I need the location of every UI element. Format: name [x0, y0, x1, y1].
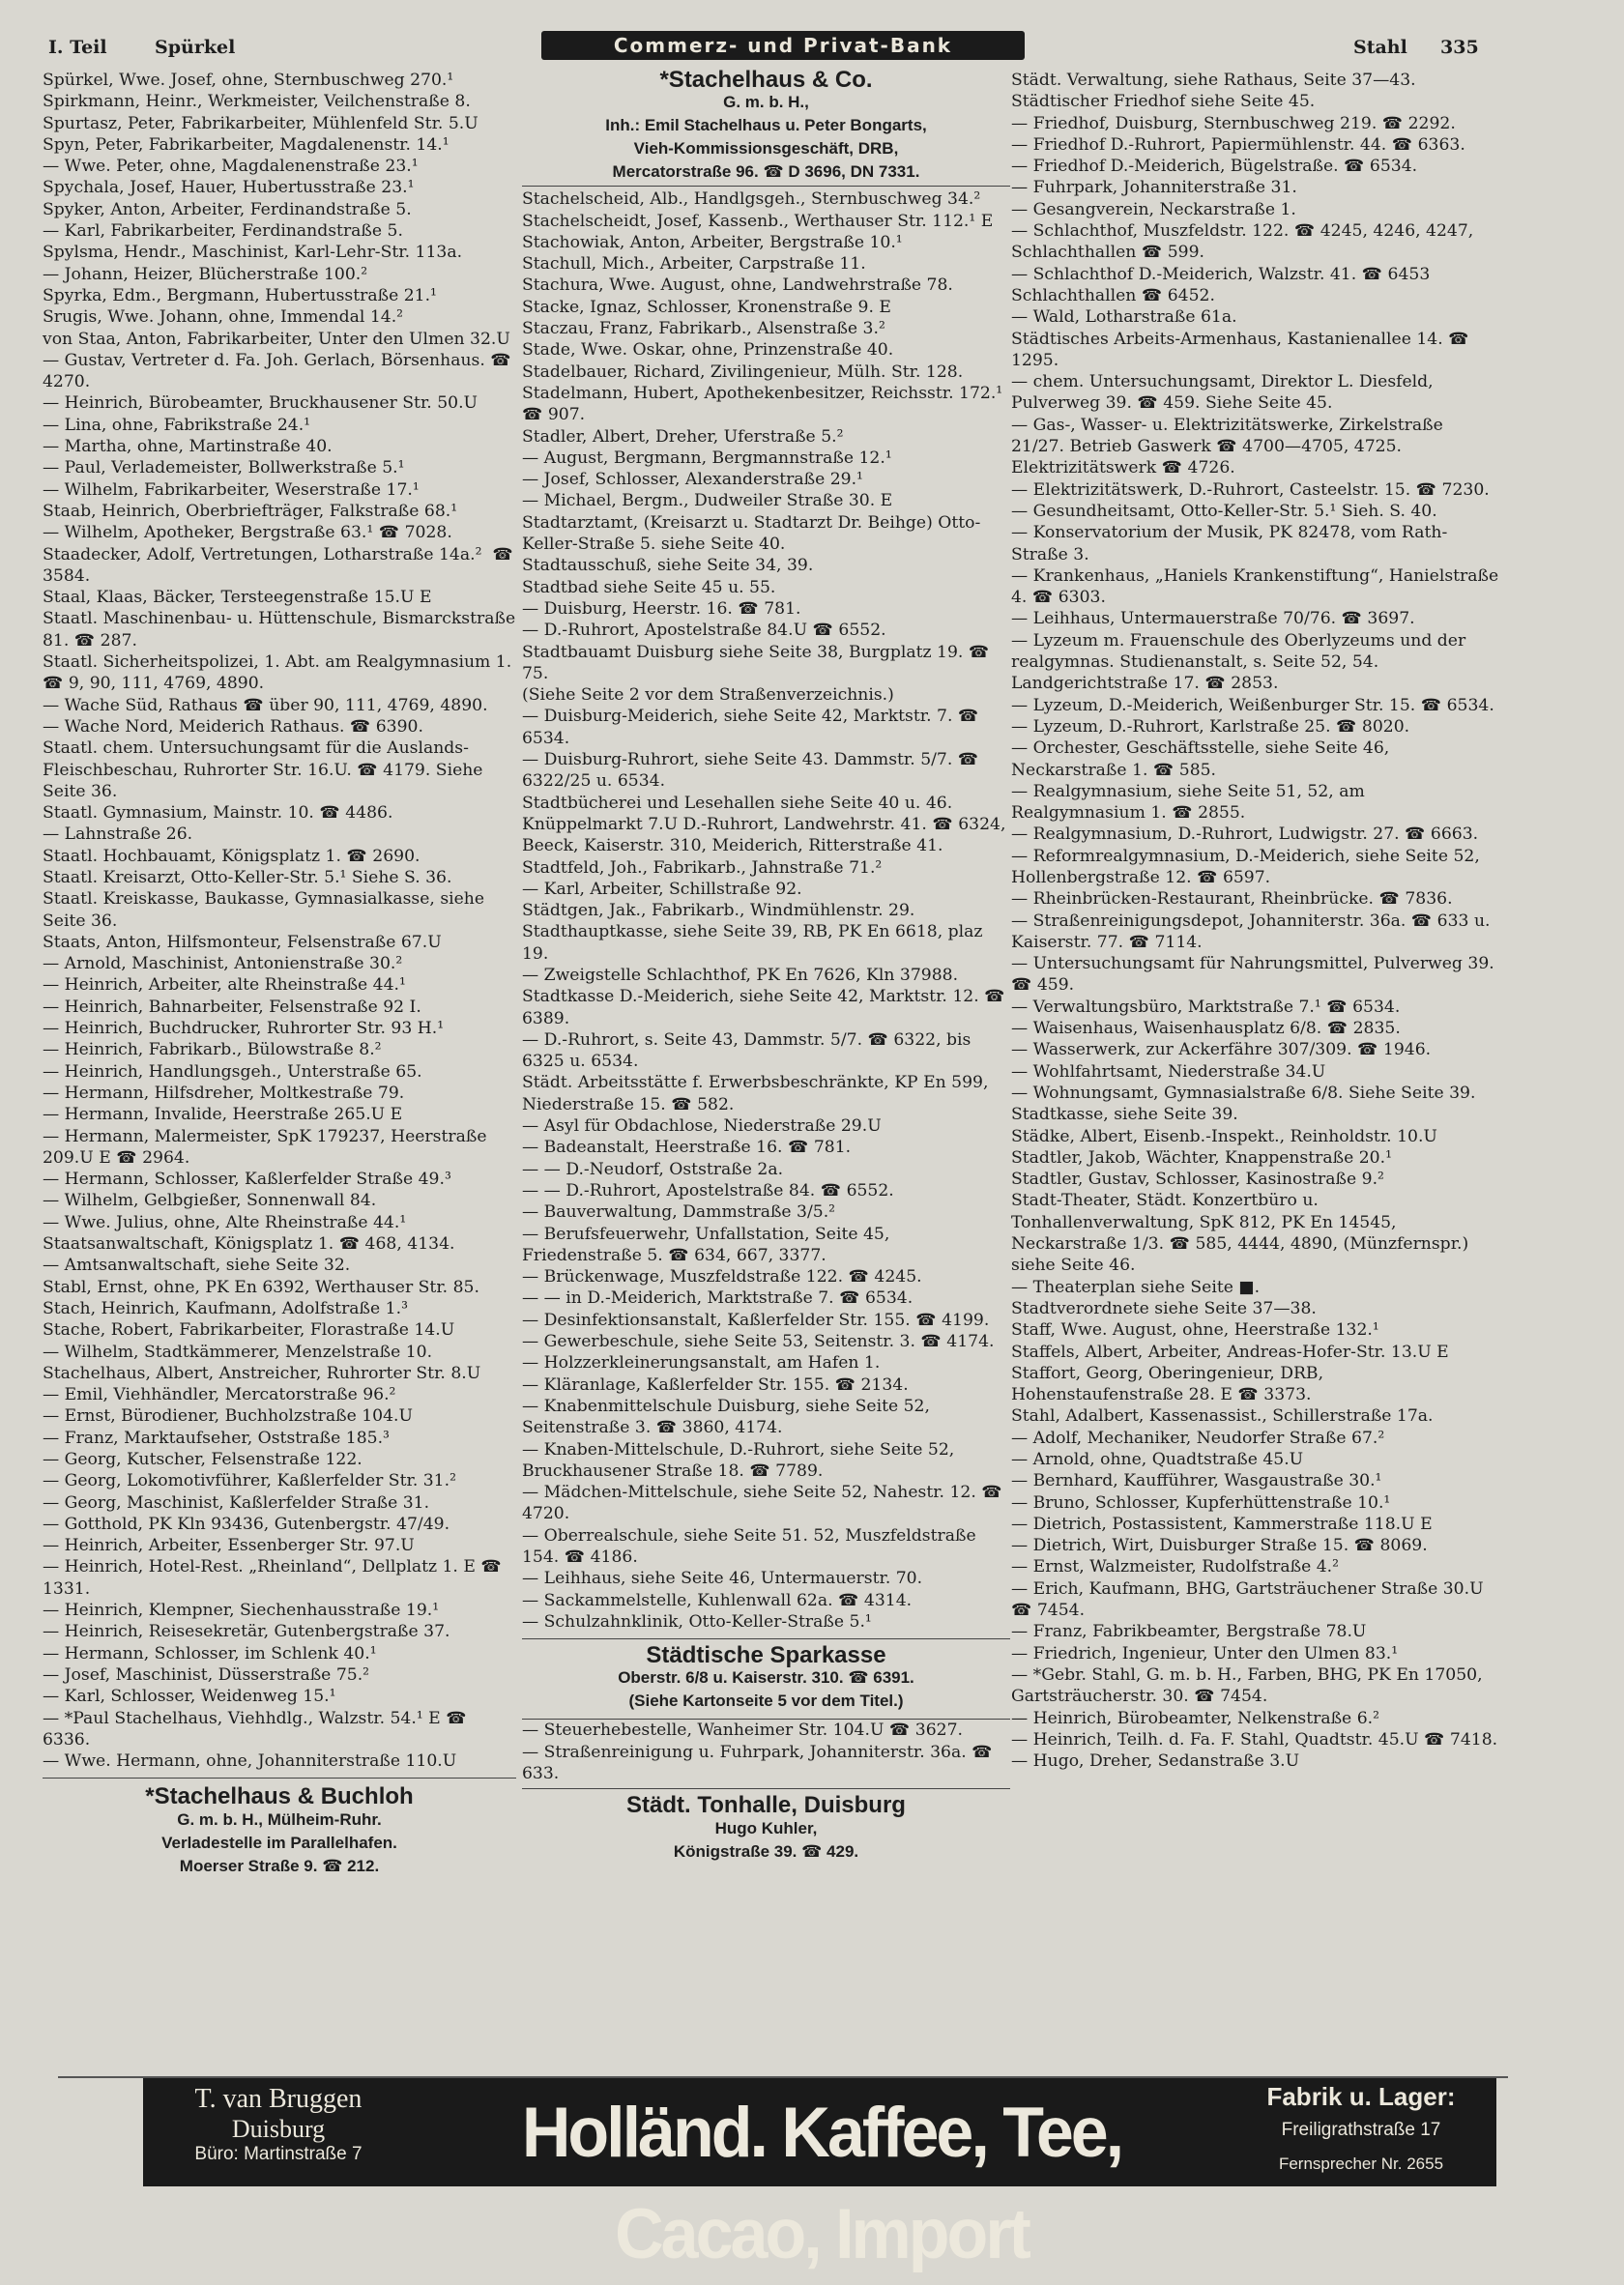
directory-entry: — Straßenreinigungsdepot, Johanniterstr. 36a. ☎ 633 u. Kaiserstr. 77. ☎ 7114.: [1011, 911, 1495, 952]
directory-entry: (Siehe Seite 2 vor dem Straßenverzeichnis.): [522, 685, 894, 706]
directory-entry: Staatl. Kreisarzt, Otto-Keller-Str. 5.¹ Siehe S. 36.: [43, 867, 452, 887]
directory-entry: — Lina, ohne, Fabrikstraße 24.¹: [43, 415, 311, 435]
directory-entry: — Lyzeum, D.-Ruhrort, Karlstraße 25. ☎ 8020.: [1011, 716, 1410, 737]
directory-entry: — Georg, Lokomotivführer, Kaßlerfelder Str. 31.²: [43, 1471, 456, 1491]
directory-entry: — Wache Nord, Meiderich Rathaus. ☎ 6390.: [43, 716, 423, 737]
directory-entry: Spyrka, Edm., Bergmann, Hubertusstraße 21.¹: [43, 285, 437, 305]
directory-entry: Stadtkasse D.-Meiderich, siehe Seite 42, Marktstr. 12. ☎ 6389.: [522, 987, 1011, 1028]
column-3: [1011, 70, 1504, 1772]
directory-entry: Spylsma, Hendr., Maschinist, Karl-Lehr-Str. 113a.: [43, 243, 463, 263]
directory-entry: Stachelscheid, Alb., Handlgsgeh., Sternbuschweg 34.²: [522, 189, 981, 210]
directory-entry: — Hermann, Hilfsdreher, Moltkestraße 79.: [43, 1083, 405, 1103]
directory-entry: — Brückenwage, Muszfeldstraße 122. ☎ 4245.: [522, 1267, 922, 1287]
directory-entry: — — in D.-Meiderich, Marktstraße 7. ☎ 6534.: [522, 1288, 914, 1309]
directory-entry: Stacke, Ignaz, Schlosser, Kronenstraße 9. E: [522, 297, 891, 317]
directory-entry: — Michael, Bergm., Dudweiler Straße 30. E: [522, 491, 893, 511]
directory-entry: — Hugo, Dreher, Sedanstraße 3.U: [1011, 1751, 1300, 1772]
directory-entry: — Wohnungsamt, Gymnasialstraße 6/8. Siehe Seite 39.: [1011, 1083, 1476, 1103]
directory-entry: Stachelhaus, Albert, Anstreicher, Ruhrorter Str. 8.U: [43, 1363, 481, 1383]
directory-entry: — Verwaltungsbüro, Marktstraße 7.¹ ☎ 6534.: [1011, 997, 1401, 1017]
directory-entry: — Hermann, Schlosser, im Schlenk 40.¹: [43, 1643, 377, 1663]
advert-office: Büro: Martinstraße 7: [194, 2144, 362, 2164]
directory-entry: — Leihhaus, siehe Seite 46, Untermauerstr. 70.: [522, 1569, 923, 1589]
page-header: [39, 29, 1489, 64]
directory-entry: — Wwe. Peter, ohne, Magdalenenstraße 23.¹: [43, 157, 419, 177]
directory-entry: — Orchester, Geschäftsstelle, siehe Seite 46, Neckarstraße 1. ☎ 585.: [1011, 738, 1395, 780]
directory-entry: — Elektrizitätswerk, D.-Ruhrort, Casteelstr. 15. ☎ 7230.: [1011, 479, 1490, 500]
directory-entry: Stachura, Wwe. August, ohne, Landwehrstraße 78.: [522, 275, 953, 296]
directory-entry: Spürkel, Wwe. Josef, ohne, Sternbuschweg 270.¹: [43, 71, 454, 90]
directory-entry: — Heinrich, Handlungsgeh., Unterstraße 65.: [43, 1061, 422, 1082]
directory-entry: — Gas-, Wasser- u. Elektrizitätswerke, Zirkelstraße 21/27. Betrieb Gaswerk ☎ 4700—4705, 4725. Elektrizitätswerk ☎ 4726.: [1011, 415, 1449, 478]
directory-entry: — Heinrich, Reisesekretär, Gutenbergstraße 37.: [43, 1622, 450, 1642]
advert-van-bruggen: [143, 2078, 1496, 2273]
directory-entry: — Duisburg-Meiderich, siehe Seite 42, Marktstr. 7. ☎ 6534.: [522, 707, 984, 748]
directory-entry: — Steuerhebestelle, Wanheimer Str. 104.U ☎ 3627.: [522, 1721, 963, 1741]
directory-entry: — Adolf, Mechaniker, Neudorfer Straße 67.²: [1011, 1428, 1385, 1448]
directory-entry: — Schlachthof, Muszfeldstr. 122. ☎ 4245, 4246, 4247, Schlachthallen ☎ 599.: [1011, 221, 1479, 263]
advert-address: Freiligrathstraße 17: [1281, 2120, 1441, 2140]
directory-entry: — Berufsfeuerwehr, Unfallstation, Seite 45, Friedenstraße 5. ☎ 634, 667, 3377.: [522, 1224, 895, 1265]
column-3-entries: [1011, 70, 1504, 1772]
directory-entry: — Straßenreinigung u. Fuhrpark, Johanniterstr. 36a. ☎ 633.: [522, 1742, 999, 1784]
directory-entry: — Arnold, Maschinist, Antonienstraße 30.²: [43, 954, 403, 974]
directory-entry: — Gesangverein, Neckarstraße 1.: [1011, 199, 1296, 219]
directory-entry: — Oberrealschule, siehe Seite 51. 52, Muszfeldstraße 154. ☎ 4186.: [522, 1525, 982, 1567]
directory-entry: Stahl, Adalbert, Kassenassist., Schillerstraße 17a.: [1011, 1406, 1434, 1427]
header-first-word: Spürkel: [155, 37, 236, 58]
directory-entry: — Wilhelm, Gelbgießer, Sonnenwall 84.: [43, 1191, 377, 1211]
directory-entry: Staatl. Kreiskasse, Baukasse, Gymnasialkasse, siehe Seite 36.: [43, 889, 490, 931]
advert-city: Duisburg: [231, 2115, 326, 2143]
directory-entry: — Heinrich, Arbeiter, Essenberger Str. 97.U: [43, 1536, 415, 1556]
directory-entry: Stadtler, Jakob, Wächter, Knappenstraße 20.¹: [1011, 1147, 1392, 1168]
advert-title: Städtische Sparkasse: [646, 1642, 886, 1669]
directory-entry: Stadthauptkasse, siehe Seite 39, RB, PK En 6618, plaz 19.: [522, 922, 988, 964]
advert-line: Königstraße 39. ☎ 429.: [673, 1841, 859, 1861]
advert-line: Hugo Kuhler,: [714, 1818, 818, 1837]
directory-entry: — Waisenhaus, Waisenhausplatz 6/8. ☎ 2835.: [1011, 1019, 1401, 1039]
advert-line: Verladestelle im Parallelhafen.: [161, 1833, 397, 1852]
advert-line: Oberstr. 6/8 u. Kaiserstr. 310. ☎ 6391.: [618, 1668, 914, 1688]
directory-entry: — Heinrich, Buchdrucker, Ruhrorter Str. 93 H.¹: [43, 1019, 445, 1039]
directory-entry: — Schulzahnklinik, Otto-Keller-Straße 5.¹: [522, 1611, 872, 1632]
directory-entry: Staff, Wwe. August, ohne, Heerstraße 132.¹: [1011, 1320, 1379, 1341]
directory-entry: Stadtfeld, Joh., Fabrikarb., Jahnstraße 71.²: [522, 857, 883, 878]
directory-entry: — Wohlfahrtsamt, Niederstraße 34.U: [1011, 1061, 1326, 1082]
directory-entry: — Friedhof, Duisburg, Sternbuschweg 219. ☎ 2292.: [1011, 113, 1456, 133]
column-divider: [43, 1778, 516, 1779]
directory-entry: — Realgymnasium, siehe Seite 51, 52, am Realgymnasium 1. ☎ 2855.: [1011, 781, 1371, 824]
directory-entry: — Rheinbrücken-Restaurant, Rheinbrücke. ☎ 7836.: [1011, 889, 1453, 910]
directory-entry: — Friedhof D.-Meiderich, Bügelstraße. ☎ 6534.: [1011, 157, 1418, 177]
directory-entry: — Dietrich, Wirt, Duisburger Straße 15. ☎ 8069.: [1011, 1536, 1428, 1556]
directory-entry: — Franz, Marktaufseher, Oststraße 185.³: [43, 1428, 390, 1448]
directory-entry: — Bauverwaltung, Dammstraße 3/5.²: [522, 1202, 836, 1223]
directory-entry: Stadtler, Gustav, Schlosser, Kasinostraße 9.²: [1011, 1170, 1384, 1190]
directory-entry: — Georg, Kutscher, Felsenstraße 122.: [43, 1450, 362, 1469]
directory-entry: — Zweigstelle Schlachthof, PK En 7626, Kln 37988.: [522, 965, 959, 985]
directory-entry: Städtgen, Jak., Fabrikarb., Windmühlenstr. 29.: [522, 901, 915, 921]
directory-entry: — Ernst, Walzmeister, Rudolfstraße 4.²: [1011, 1557, 1340, 1577]
column-2: [522, 67, 1011, 1864]
directory-entry: — Knaben-Mittelschule, D.-Ruhrort, siehe Seite 52, Bruckhausener Straße 18. ☎ 7789.: [522, 1439, 960, 1481]
directory-entry: Staczau, Franz, Fabrikarb., Alsenstraße 3.²: [522, 319, 885, 339]
directory-entry: Staatl. chem. Untersuchungsamt für die Auslands-Fleischbeschau, Ruhrorter Str. 16.U. ☎ 4179. Siehe Seite 36.: [43, 738, 488, 801]
directory-entry: — Wilhelm, Stadtkämmerer, Menzelstraße 10.: [43, 1342, 433, 1362]
advert-title: *Stachelhaus & Buchloh: [145, 1783, 414, 1810]
directory-entry: — Schlachthof D.-Meiderich, Walzstr. 41. ☎ 6453 Schlachthallen ☎ 6452.: [1011, 264, 1436, 305]
directory-entry: — Ernst, Bürodiener, Buchholzstraße 104.U: [43, 1406, 413, 1427]
directory-entry: — Fuhrpark, Johanniterstraße 31.: [1011, 178, 1297, 198]
directory-entry: — D.-Ruhrort, Apostelstraße 84.U ☎ 6552.: [522, 621, 886, 641]
directory-entry: Städtisches Arbeits-Armenhaus, Kastanienallee 14. ☎ 1295.: [1011, 329, 1475, 370]
header-last-word: Stahl: [1353, 37, 1407, 58]
directory-entry: Stadelbauer, Richard, Zivilingenieur, Mülh. Str. 128.: [522, 362, 964, 382]
directory-entry: — chem. Untersuchungsamt, Direktor L. Diesfeld, Pulverweg 39. ☎ 459. Siehe Seite 45.: [1011, 372, 1439, 414]
directory-entry: — Georg, Maschinist, Kaßlerfelder Straße 31.: [43, 1492, 430, 1513]
directory-entry: — Karl, Fabrikarbeiter, Ferdinandstraße 5.: [43, 221, 403, 242]
column-2-entries: [522, 188, 1010, 1633]
directory-entry: — Asyl für Obdachlose, Niederstraße 29.U: [522, 1116, 882, 1137]
page-number: 335: [1440, 37, 1479, 58]
directory-entry: — Gesundheitsamt, Otto-Keller-Str. 5.¹ Sieh. S. 40.: [1011, 501, 1437, 521]
directory-entry: — D.-Ruhrort, s. Seite 43, Dammstr. 5/7. ☎ 6322, bis 6325 u. 6534.: [522, 1029, 976, 1072]
directory-entry: Spychala, Josef, Hauer, Hubertusstraße 23.¹: [43, 178, 415, 198]
directory-entry: — Friedrich, Ingenieur, Unter den Ulmen 83.¹: [1011, 1643, 1399, 1663]
directory-entry: — Heinrich, Bürobeamter, Nelkenstraße 6.²: [1011, 1708, 1379, 1728]
advert-title: Städt. Tonhalle, Duisburg: [626, 1792, 906, 1819]
directory-entry: — *Gebr. Stahl, G. m. b. H., Farben, BHG, PK En 17050, Gartsträucherstr. 30. ☎ 7454.: [1011, 1664, 1489, 1707]
directory-entry: Stadtarztamt, (Kreisarzt u. Stadtarzt Dr. Beihge) Otto-Keller-Straße 5. siehe Seite 40.: [522, 512, 981, 555]
directory-entry: Staatl. Sicherheitspolizei, 1. Abt. am Realgymnasium 1. ☎ 9, 90, 111, 4769, 4890.: [43, 652, 517, 694]
directory-entry: Stadtkasse, siehe Seite 39.: [1011, 1105, 1238, 1125]
advert-right: [1235, 2082, 1487, 2174]
directory-entry: — Friedhof D.-Ruhrort, Papiermühlenstr. 44. ☎ 6363.: [1011, 134, 1465, 155]
directory-entry: Stachowiak, Anton, Arbeiter, Bergstraße 10.¹: [522, 232, 903, 252]
column-2-entries-lower: [522, 1720, 1010, 1784]
directory-entry: Staal, Klaas, Bäcker, Tersteegenstraße 15.U E: [43, 588, 432, 608]
directory-entry: — Sackammelstelle, Kuhlenwall 62a. ☎ 4314.: [522, 1590, 913, 1610]
directory-entry: Städt. Arbeitsstätte f. Erwerbsbeschränkte, KP En 599, Niederstraße 15. ☎ 582.: [522, 1073, 994, 1114]
directory-entry: — Leihhaus, Untermauerstraße 70/76. ☎ 3697.: [1011, 609, 1415, 629]
advert-tonhalle: [522, 1792, 1010, 1863]
directory-entry: Städtischer Friedhof siehe Seite 45.: [1011, 92, 1316, 112]
directory-entry: — Wache Süd, Rathaus ☎ über 90, 111, 4769, 4890.: [43, 695, 488, 715]
advert-line: G. m. b. H.,: [723, 93, 809, 112]
directory-entry: Stade, Wwe. Oskar, ohne, Prinzenstraße 40.: [522, 340, 894, 361]
directory-entry: Stadtbauamt Duisburg siehe Seite 38, Burgplatz 19. ☎ 75.: [522, 642, 995, 683]
directory-entry: Stache, Robert, Fabrikarbeiter, Florastraße 14.U: [43, 1320, 455, 1341]
directory-entry: von Staa, Anton, Fabrikarbeiter, Unter den Ulmen 32.U: [43, 329, 510, 349]
directory-entry: Staatl. Hochbauamt, Königsplatz 1. ☎ 2690.: [43, 846, 420, 866]
directory-entry: Stadelmann, Hubert, Apothekenbesitzer, Reichsstr. 172.¹ ☎ 907.: [522, 383, 1008, 425]
advert-line: G. m. b. H., Mülheim-Ruhr.: [177, 1809, 382, 1829]
column-divider: [522, 1638, 1010, 1639]
advert-phone: Fernsprecher Nr. 2655: [1278, 2155, 1444, 2173]
directory-entry: — Wwe. Julius, ohne, Alte Rheinstraße 44.¹: [43, 1212, 407, 1232]
directory-entry: Stachull, Mich., Arbeiter, Carpstraße 11.: [522, 254, 866, 275]
directory-entry: — — D.-Ruhrort, Apostelstraße 84. ☎ 6552.: [522, 1180, 894, 1200]
advert-line: (Siehe Kartonseite 5 vor dem Titel.): [628, 1692, 904, 1711]
directory-entry: — Franz, Fabrikbeamter, Bergstraße 78.U: [1011, 1622, 1367, 1642]
directory-entry: — Hermann, Invalide, Heerstraße 265.U E: [43, 1105, 403, 1125]
directory-entry: — Lyzeum, D.-Meiderich, Weißenburger Str. 15. ☎ 6534.: [1011, 695, 1494, 715]
directory-entry: — Duisburg-Ruhrort, siehe Seite 43. Dammstr. 5/7. ☎ 6322/25 u. 6534.: [522, 750, 984, 792]
directory-entry: — Untersuchungsamt für Nahrungsmittel, Pulverweg 39. ☎ 459.: [1011, 954, 1500, 996]
directory-entry: — Kläranlage, Kaßlerfelder Str. 155. ☎ 2134.: [522, 1374, 909, 1395]
directory-entry: Stadtbücherei und Lesehallen siehe Seite 40 u. 46. Knüppelmarkt 7.U D.-Ruhrort, Landwehrstr. 41. ☎ 6324, Beeck, Kaiserstr. 310, Meiderich, Ritterstraße 41.: [522, 793, 1011, 856]
directory-entry: — Lyzeum m. Frauenschule des Oberlyzeums und der realgymnas. Studienanstalt, s. Seite 52, 54. Landgerichtstraße 17. ☎ 2853.: [1011, 630, 1471, 694]
directory-entry: — Josef, Schlosser, Alexanderstraße 29.¹: [522, 470, 863, 490]
directory-entry: Stabl, Ernst, ohne, PK En 6392, Werthauser Str. 85.: [43, 1277, 479, 1297]
directory-entry: — Wwe. Hermann, ohne, Johanniterstraße 110.U: [43, 1751, 457, 1772]
directory-entry: Stach, Heinrich, Kaufmann, Adolfstraße 1.³: [43, 1298, 408, 1318]
directory-entry: — Desinfektionsanstalt, Kaßlerfelder Str. 155. ☎ 4199.: [522, 1310, 990, 1330]
directory-entry: — Dietrich, Postassistent, Kammerstraße 118.U E: [1011, 1514, 1433, 1534]
column-1-entries: [43, 70, 521, 1772]
directory-entry: Staatsanwaltschaft, Königsplatz 1. ☎ 468, 4134.: [43, 1234, 455, 1255]
advert-title: *Stachelhaus & Co.: [659, 67, 873, 93]
directory-entry: Spurtasz, Peter, Fabrikarbeiter, Mühlenfeld Str. 5.U: [43, 113, 478, 133]
directory-entry: — Karl, Arbeiter, Schillstraße 92.: [522, 879, 802, 899]
directory-entry: — Hermann, Malermeister, SpK 179237, Heerstraße 209.U E ☎ 2964.: [43, 1126, 492, 1168]
directory-entry: Staats, Anton, Hilfsmonteur, Felsenstraße 67.U: [43, 932, 442, 952]
directory-entry: — Paul, Verlademeister, Bollwerkstraße 5.¹: [43, 458, 405, 478]
directory-entry: — Amtsanwaltschaft, siehe Seite 32.: [43, 1256, 351, 1276]
column-divider: [522, 1788, 1010, 1789]
advert-stachelhaus-co: [522, 67, 1010, 184]
directory-entry: Staatl. Maschinenbau- u. Hüttenschule, Bismarckstraße 81. ☎ 287.: [43, 609, 521, 651]
advert-sparkasse: [522, 1642, 1010, 1713]
directory-entry: Staffels, Albert, Arbeiter, Andreas-Hofer-Str. 13.U E: [1011, 1342, 1449, 1362]
column-1: [43, 70, 521, 1878]
directory-entry: — Emil, Viehhändler, Mercatorstraße 96.²: [43, 1385, 396, 1405]
directory-entry: — Bruno, Schlosser, Kupferhüttenstraße 10.¹: [1011, 1492, 1391, 1513]
directory-entry: — Wilhelm, Apotheker, Bergstraße 63.¹ ☎ 7028.: [43, 523, 452, 543]
directory-entry: — Heinrich, Fabrikarb., Bülowstraße 8.²: [43, 1040, 382, 1060]
directory-entry: Stadtbad siehe Seite 45 u. 55.: [522, 577, 776, 597]
directory-entry: — Lahnstraße 26.: [43, 824, 193, 845]
directory-entry: — Hermann, Schlosser, Kaßlerfelder Straße 49.³: [43, 1170, 451, 1190]
header-part: I. Teil: [48, 37, 107, 58]
directory-entry: Städt. Verwaltung, siehe Rathaus, Seite 37—43.: [1011, 71, 1416, 90]
directory-entry: Spyker, Anton, Arbeiter, Ferdinandstraße 5.: [43, 199, 412, 219]
directory-entry: — Heinrich, Hotel-Rest. „Rheinland“, Dellplatz 1. E ☎ 1331.: [43, 1557, 508, 1599]
advert-company: T. van Bruggen: [194, 2084, 362, 2114]
advert-factory: Fabrik u. Lager:: [1266, 2082, 1456, 2111]
directory-entry: — Gotthold, PK Kln 93436, Gutenbergstr. 47/49.: [43, 1514, 450, 1534]
advert-left: [153, 2084, 404, 2165]
directory-entry: — Knabenmittelschule Duisburg, siehe Seite 52, Seitenstraße 3. ☎ 3860, 4174.: [522, 1396, 936, 1438]
directory-entry: — Gustav, Vertreter d. Fa. Joh. Gerlach, Börsenhaus. ☎ 4270.: [43, 350, 517, 392]
advert-line: Vieh-Kommissionsgeschäft, DRB,: [633, 139, 899, 159]
advert-stachelhaus-buchloh: [43, 1783, 516, 1877]
directory-entry: — Krankenhaus, „Haniels Krankenstiftung“, Hanielstraße 4. ☎ 6303.: [1011, 565, 1504, 608]
directory-entry: — Realgymnasium, D.-Ruhrort, Ludwigstr. 27. ☎ 6663.: [1011, 824, 1479, 845]
directory-entry: — Arnold, ohne, Quadtstraße 45.U: [1011, 1450, 1304, 1469]
directory-entry: — Wald, Lotharstraße 61a.: [1011, 307, 1237, 328]
directory-entry: — Theaterplan siehe Seite ■.: [1011, 1277, 1261, 1297]
directory-entry: Srugis, Wwe. Johann, ohne, Immendal 14.²: [43, 307, 404, 328]
directory-entry: Staab, Heinrich, Oberbriefträger, Falkstraße 68.¹: [43, 501, 458, 521]
directory-entry: — Heinrich, Bahnarbeiter, Felsenstraße 92 I.: [43, 997, 421, 1017]
directory-entry: — Gewerbeschule, siehe Seite 53, Seitenstr. 3. ☎ 4174.: [522, 1332, 995, 1352]
advert-line: Moerser Straße 9. ☎ 212.: [179, 1856, 380, 1875]
directory-entry: — — D.-Neudorf, Oststraße 2a.: [522, 1159, 784, 1179]
directory-entry: — Heinrich, Klempner, Siechenhausstraße 19.¹: [43, 1601, 440, 1621]
directory-entry: — Wilhelm, Fabrikarbeiter, Weserstraße 17.¹: [43, 479, 420, 500]
directory-entry: — Erich, Kaufmann, BHG, Gartsträuchener Straße 30.U ☎ 7454.: [1011, 1578, 1490, 1621]
directory-entry: — Karl, Schlosser, Weidenweg 15.¹: [43, 1687, 336, 1707]
directory-entry: Stachelscheidt, Josef, Kassenb., Werthauser Str. 112.¹ E: [522, 211, 994, 231]
directory-entry: Städke, Albert, Eisenb.-Inspekt., Reinholdstr. 10.U: [1011, 1126, 1437, 1146]
directory-entry: — Wasserwerk, zur Ackerfähre 307/309. ☎ 1946.: [1011, 1040, 1432, 1060]
advert-line: Inh.: Emil Stachelhaus u. Peter Bongarts,: [605, 116, 927, 135]
directory-entry: Stadtausschuß, siehe Seite 34, 39.: [522, 556, 814, 576]
directory-entry: Staffort, Georg, Oberingenieur, DRB, Hohenstaufenstraße 28. E ☎ 3373.: [1011, 1363, 1329, 1405]
directory-entry: — Badeanstalt, Heerstraße 16. ☎ 781.: [522, 1138, 852, 1158]
directory-entry: — Konservatorium der Musik, PK 82478, vom Rath-Straße 3.: [1011, 523, 1448, 564]
directory-entry: — Reformrealgymnasium, D.-Meiderich, siehe Seite 52, Hollenbergstraße 12. ☎ 6597.: [1011, 846, 1486, 887]
directory-entry: — Bernhard, Kaufführer, Wasgaustraße 30.¹: [1011, 1471, 1382, 1491]
directory-entry: — Martha, ohne, Martinstraße 40.: [43, 437, 333, 457]
directory-entry: — Holzzerkleinerungsanstalt, am Hafen 1.: [522, 1353, 881, 1374]
advert-slogan: Holländ. Kaffee, Tee, Cacao, Import: [521, 2093, 1122, 2273]
header-banner: Commerz- und Privat-Bank: [541, 31, 1025, 60]
directory-entry: — Johann, Heizer, Blücherstraße 100.²: [43, 264, 368, 284]
directory-entry: — *Paul Stachelhaus, Viehhdlg., Walzstr. 54.¹ E ☎ 6336.: [43, 1708, 473, 1750]
directory-entry: — August, Bergmann, Bergmannstraße 12.¹: [522, 448, 892, 468]
directory-entry: Spirkmann, Heinr., Werkmeister, Veilchenstraße 8.: [43, 92, 471, 112]
directory-entry: Staadecker, Adolf, Vertretungen, Lotharstraße 14a.² ☎ 3584.: [43, 544, 519, 586]
directory-entry: Spyn, Peter, Fabrikarbeiter, Magdalenenstr. 14.¹: [43, 134, 450, 155]
directory-entry: Staatl. Gymnasium, Mainstr. 10. ☎ 4486.: [43, 803, 393, 824]
directory-entry: — Heinrich, Arbeiter, alte Rheinstraße 44.¹: [43, 975, 406, 996]
column-divider: [522, 186, 1010, 187]
directory-entry: — Heinrich, Teilh. d. Fa. F. Stahl, Quadtstr. 45.U ☎ 7418.: [1011, 1729, 1498, 1750]
advert-line: Mercatorstraße 96. ☎ D 3696, DN 7331.: [612, 162, 920, 182]
directory-entry: Stadt-Theater, Städt. Konzertbüro u. Tonhallenverwaltung, SpK 812, PK En 14545, Neckarstraße 1/3. ☎ 585, 4444, 4890, (Münzfernspr.) siehe Seite 46.: [1011, 1191, 1474, 1276]
directory-entry: Stadler, Albert, Dreher, Uferstraße 5.²: [522, 426, 844, 447]
directory-entry: — Duisburg, Heerstr. 16. ☎ 781.: [522, 598, 801, 619]
directory-entry: — Mädchen-Mittelschule, siehe Seite 52, Nahestr. 12. ☎ 4720.: [522, 1483, 1008, 1524]
directory-entry: — Josef, Maschinist, Düsserstraße 75.²: [43, 1664, 370, 1685]
directory-entry: Stadtverordnete siehe Seite 37—38.: [1011, 1298, 1317, 1318]
directory-entry: — Heinrich, Bürobeamter, Bruckhausener Str. 50.U: [43, 393, 478, 414]
